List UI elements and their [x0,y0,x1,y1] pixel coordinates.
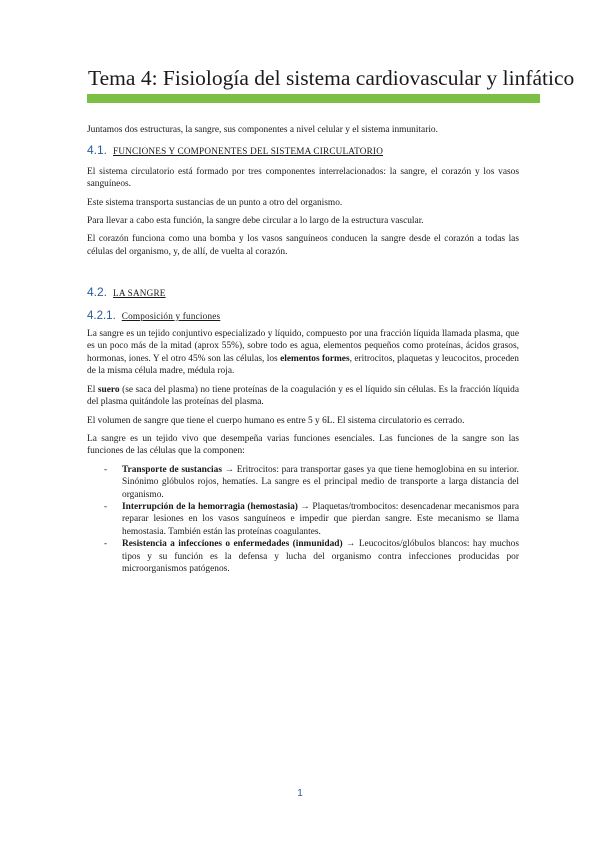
section-4-2-1-heading [87,310,519,322]
section-title: Composición y funciones [121,310,221,321]
bullet-dash: - [104,464,108,475]
bold-term: Interrupción de la hemorragia (hemostasia) [122,501,298,512]
bold-term: Transporte de sustancias [122,464,222,475]
paragraph: Este sistema transporta sustancias de un punto a otro del organismo. [87,197,343,208]
section-number: 4.2.1. [87,309,116,322]
paragraph: El suero (se saca del plasma) no tiene proteínas de la coagulación y es el líquido sin células. Es la fracción líquida del plasma quitándole las proteínas del plasma. [87,384,519,408]
section-title: FUNCIONES Y COMPONENTES DEL SISTEMA CIRCULATORIO [113,146,384,157]
section-number: 4.2. [87,285,108,300]
page-number: 1 [297,788,303,799]
bold-term: Resistencia a infecciones o enfermedades (inmunidad) [122,539,343,550]
section-number: 4.1. [87,143,108,158]
paragraph: Para llevar a cabo esta función, la sangre debe circular a lo largo de la estructura vascular. [87,216,424,227]
document-body [87,124,519,575]
list-item: - Transporte de sustancias → Eritrocitos: para transportar gases ya que tiene hemoglobina en su interior. Sinónimo glóbulos rojos, hematíes. La sangre es el principal medio de transporte a larga distancia del organismo. [104,464,519,500]
bold-term: elementos formes [280,353,350,364]
intro-paragraph: Juntamos dos estructuras, la sangre, sus componentes a nivel celular y el sistema inmunitario. [87,125,438,135]
section-title: LA SANGRE [113,288,166,299]
paragraph: El volumen de sangre que tiene el cuerpo humano es entre 5 y 6L. El sistema circulatorio es cerrado. [87,415,465,426]
list-item: - Resistencia a infecciones o enfermedades (inmunidad) → Leucocitos/glóbulos blancos: hay muchos tipos y su función es la defensa y lucha del organismo contra infecciones producidas por microorganismos patógenos. [104,539,519,574]
page-title: Tema 4: Fisiología del sistema cardiovascular y linfático [88,66,575,90]
section-4-2-heading [87,286,519,299]
list-item: - Interrupción de la hemorragia (hemostasia) → Plaquetas/trombocitos: desencadenar mecanismos para reparar lesiones en los vasos sanguíneos e impedir que pierdan sangre. Este mecanismo se llama hemostasia. También están las proteínas coagulantes. [104,501,520,537]
paragraph: La sangre es un tejido vivo que desempeña varias funciones esenciales. Las funciones de la sangre son las funciones de las células que la componen: [87,433,519,457]
functions-list [87,464,519,576]
paragraph: La sangre es un tejido conjuntivo especializado y líquido, compuesto por una fracción líquida llamada plasma, que es un poco más de la mitad (aprox 55%), sobre todo es agua, elementos pequeños como proteínas, ácidos grasos, hormonas, iones. Y el otro 45% son las células, los elementos formes, eritrocitos, plaquetas y leucocitos, proceden de la misma célula madre, médula roja. [87,329,519,377]
paragraph: El sistema circulatorio está formado por tres componentes interrelacionados: la sangre, el corazón y los vasos sanguíneos. [87,166,519,190]
title-underline-bar [87,94,540,103]
paragraph: El corazón funciona como una bomba y los vasos sanguíneos conducen la sangre desde el corazón a todas las células del organismo, y, de allí, de vuelta al corazón. [87,234,519,257]
bold-term: suero [97,384,120,395]
section-4-1-heading [87,144,519,157]
bullet-dash: - [104,539,108,550]
bullet-dash: - [104,501,108,512]
